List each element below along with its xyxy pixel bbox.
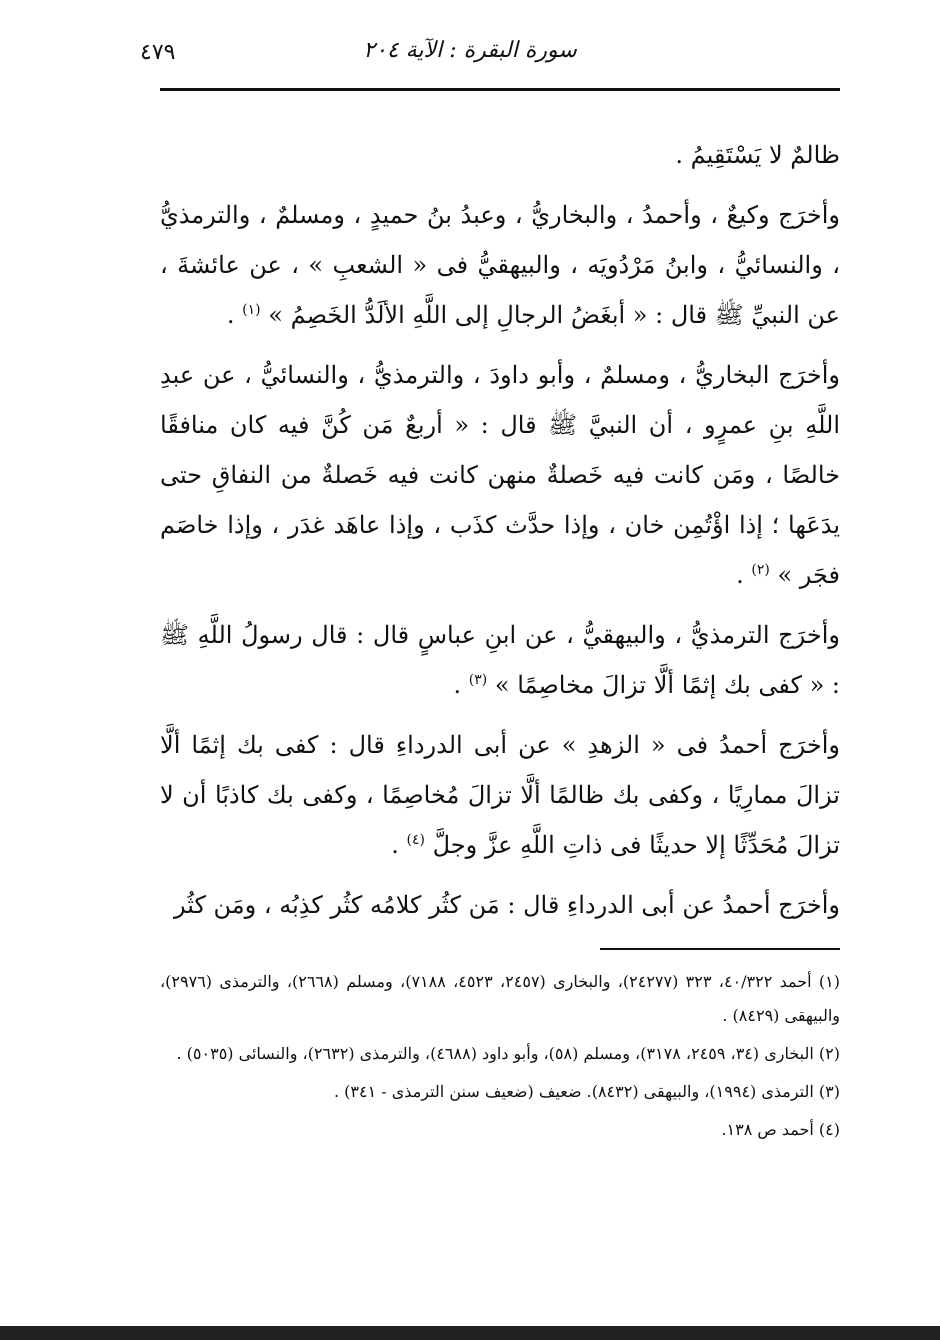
footnote-reference: (٢) — [751, 562, 770, 578]
footnote-reference: (٣) — [468, 672, 488, 688]
footnotes — [160, 965, 840, 1151]
paragraph-text: وأخرَج وكيعٌ ، وأحمدُ ، والبخاريُّ ، وعبدُ بنُ حميدٍ ، ومسلمٌ ، والترمذيُّ ، والنسائيُّ ، وابنُ مَرْدُويَه ، والبيهقيُّ فى « الشعبِ » ، عن عائشةَ ، عن النبيِّ ﷺ قال : « أبغَضُ الرجالِ إلى اللَّهِ الألَدُّ الخَصِمُ » — [160, 201, 840, 329]
paragraph: وأخرَج أحمدُ فى « الزهدِ » عن أبى الدرداءِ قال : كفى بك إثمًا ألَّا تزالَ ممارِيًا ، وكفى بك ظالمًا ألَّا تزالَ مُخاصِمًا ، وكفى بك كاذبًا أن لا تزالَ مُحَدِّثًا إلا حديثًا فى ذاتِ اللَّهِ عزَّ وجلَّ $^{(٤)}$ . — [160, 731, 840, 859]
paragraph: وأخرَج الترمذيُّ ، والبيهقيُّ ، عن ابنِ عباسٍ قال : قال رسولُ اللَّهِ ﷺ : « كفى بك إثمًا ألَّا تزالَ مخاصِمًا » $^{(٣)}$ . — [160, 621, 840, 699]
paragraph — [160, 130, 840, 180]
paragraph: وأخرَج البخاريُّ ، ومسلمٌ ، وأبو داودَ ، والترمذيُّ ، والنسائيُّ ، عن عبدِ اللَّهِ بنِ عمرٍو ، أن النبيَّ ﷺ قال : « أربعٌ مَن كُنَّ فيه كان منافقًا خالصًا ، ومَن كانت فيه خَصلةٌ منهن كانت فيه خَصلةٌ من النفاقِ حتى يدَعَها ؛ إذا اؤْتُمِن خان ، وإذا حدَّث كذَب ، وإذا عاهَد غدَر ، وإذا خاصَم فجَر » $^{(٢)}$ . — [160, 361, 840, 589]
page-number: ٤٧٩ — [140, 40, 176, 65]
header-rule — [160, 88, 840, 91]
footnote-reference: (١) — [242, 302, 261, 318]
paragraph-text: ظالمٌ لا يَسْتَقِيمُ . — [675, 141, 840, 169]
paragraph-text: وأخرَج الترمذيُّ ، والبيهقيُّ ، عن ابنِ عباسٍ قال : قال رسولُ اللَّهِ ﷺ : « كفى بك إثمًا ألَّا تزالَ مخاصِمًا » — [160, 621, 840, 699]
footnote-reference: (٤) — [406, 832, 425, 848]
running-header: سورة البقرة : الآية ٢٠٤ — [363, 38, 577, 63]
paragraph: وأخرَج وكيعٌ ، وأحمدُ ، والبخاريُّ ، وعبدُ بنُ حميدٍ ، ومسلمٌ ، والترمذيُّ ، والنسائيُّ ، وابنُ مَرْدُويَه ، والبيهقيُّ فى « الشعبِ » ، عن عائشةَ ، عن النبيِّ ﷺ قال : « أبغَضُ الرجالِ إلى اللَّهِ الألَدُّ الخَصِمُ » $^{(١)}$ . — [160, 201, 840, 329]
footnote-separator — [600, 948, 840, 950]
footnote: (٤) أحمد ص ١٣٨. — [721, 1120, 840, 1139]
paragraph-text: وأخرَج البخاريُّ ، ومسلمٌ ، وأبو داودَ ، والترمذيُّ ، والنسائيُّ ، عن عبدِ اللَّهِ بنِ عمرٍو ، أن النبيَّ ﷺ قال : « أربعٌ مَن كُنَّ فيه كان منافقًا خالصًا ، ومَن كانت فيه خَصلةٌ منهن كانت فيه خَصلةٌ من النفاقِ حتى يدَعَها ؛ إذا اؤْتُمِن خان ، وإذا حدَّث كذَب ، وإذا عاهَد غدَر ، وإذا خاصَم فجَر » — [160, 361, 840, 589]
footnote: (٣) الترمذى (١٩٩٤)، والبيهقى (٨٤٣٢). ضعيف (ضعيف سنن الترمذى - ٣٤١) . — [333, 1082, 840, 1101]
paragraph-text: وأخرَج أحمدُ عن أبى الدرداءِ قال : مَن كثُر كلامُه كثُر كذِبُه ، ومَن كثُر — [173, 891, 840, 919]
footnote: (٢) البخارى (٣٤، ٢٤٥٩، ٣١٧٨)، ومسلم (٥٨)، وأبو داود (٤٦٨٨)، والترمذى (٢٦٣٢)، والنسائى (٥٠٣٥) . — [176, 1044, 840, 1063]
scan-edge-bar — [0, 1326, 940, 1340]
paragraph — [160, 880, 840, 930]
paragraph-text: وأخرَج أحمدُ فى « الزهدِ » عن أبى الدرداءِ قال : كفى بك إثمًا ألَّا تزالَ ممارِيًا ، وكفى بك ظالمًا ألَّا تزالَ مُخاصِمًا ، وكفى بك كاذبًا أن لا تزالَ مُحَدِّثًا إلا حديثًا فى ذاتِ اللَّهِ عزَّ وجلَّ — [160, 731, 840, 859]
footnote: (١) أحمد ٤٠/٣٢٢، ٣٢٣ (٢٤٢٧٧)، والبخارى (٢٤٥٧، ٤٥٢٣، ٧١٨٨)، ومسلم (٢٦٦٨)، والترمذى (٢٩٧٦)، والبيهقى (٨٤٢٩) . — [160, 972, 840, 1025]
main-text — [160, 130, 840, 940]
